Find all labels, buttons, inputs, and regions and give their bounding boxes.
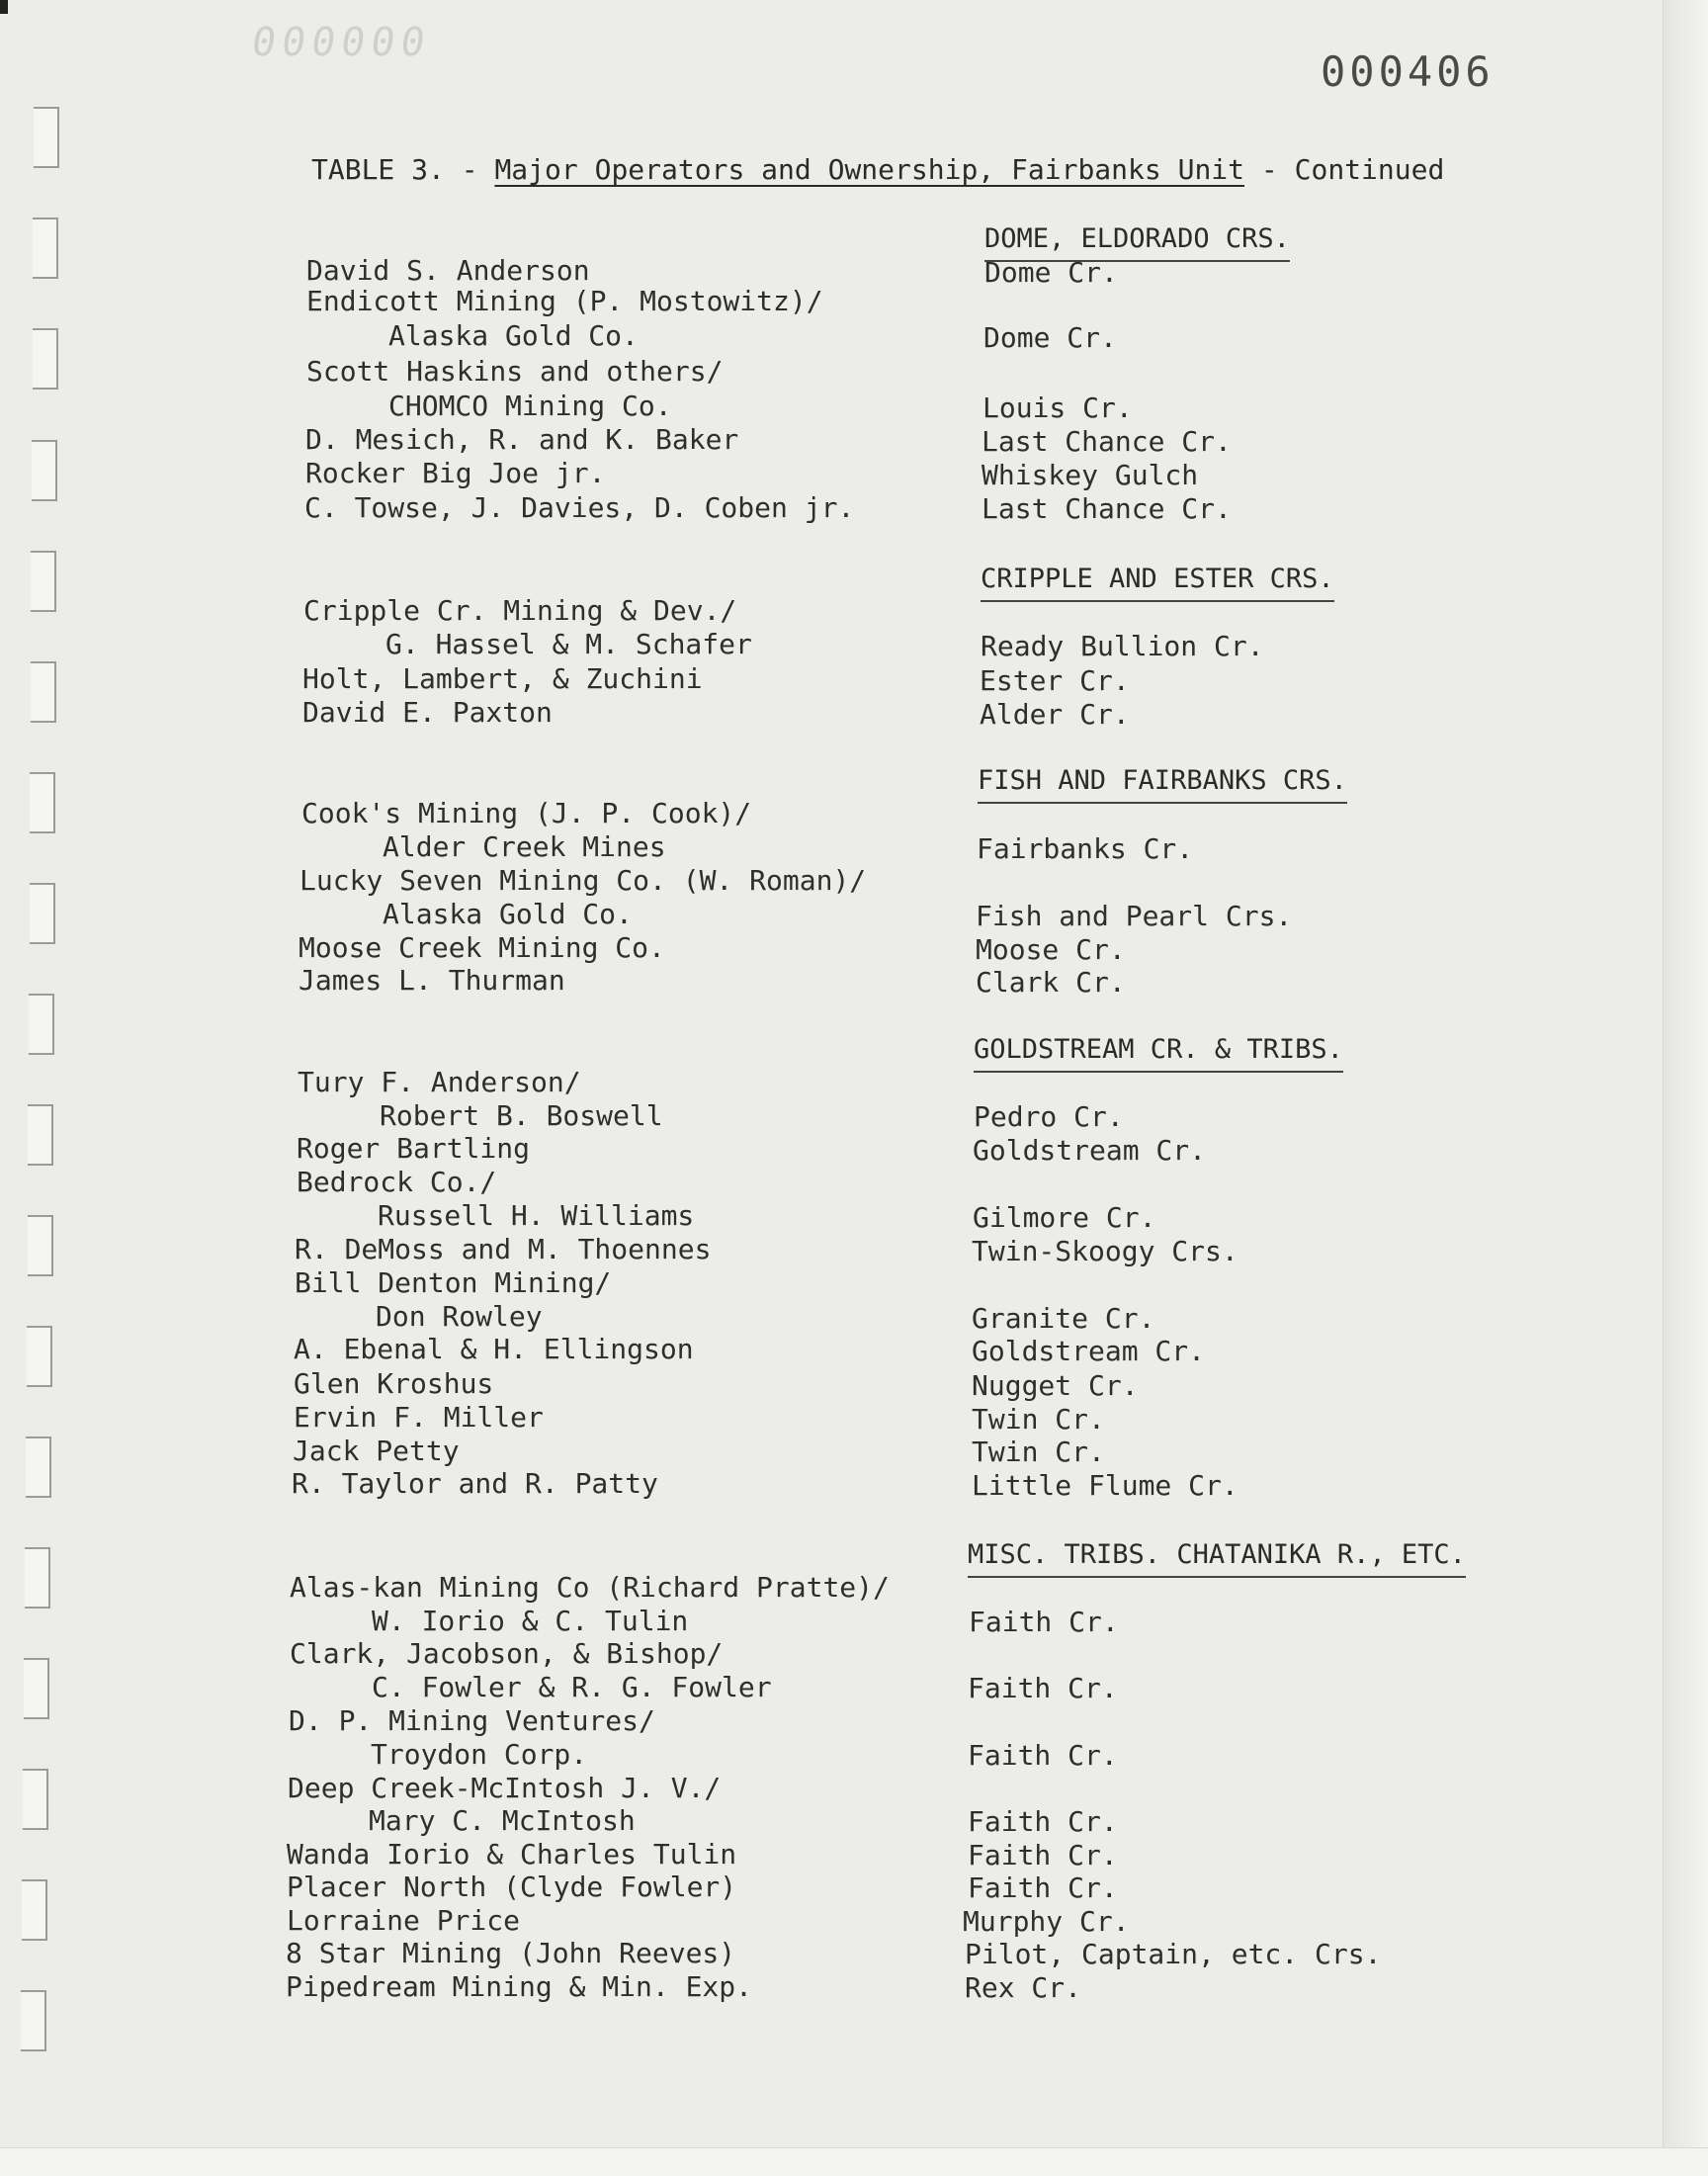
operator-name: Scott Haskins and others/ <box>306 355 724 388</box>
operator-name: Cook's Mining (J. P. Cook)/ <box>301 797 752 829</box>
operator-name: CHOMCO Mining Co. <box>388 390 672 422</box>
location-name: Faith Cr. <box>968 1739 1118 1772</box>
operator-name: David S. Anderson <box>306 254 590 287</box>
corner-mark <box>0 0 8 14</box>
location-name: Twin-Skoogy Crs. <box>972 1235 1238 1267</box>
table-title-main: Major Operators and Ownership, Fairbanks Unit <box>494 153 1245 186</box>
binder-hole <box>31 551 56 612</box>
location-name: Last Chance Cr. <box>982 492 1232 525</box>
binder-hole <box>33 328 58 390</box>
operator-name: A. Ebenal & H. Ellingson <box>294 1333 694 1365</box>
location-name: Murphy Cr. <box>963 1905 1130 1938</box>
operator-name: Endicott Mining (P. Mostowitz)/ <box>306 285 823 317</box>
operator-name: Robert B. Boswell <box>380 1099 663 1132</box>
location-name: Gilmore Cr. <box>973 1201 1156 1234</box>
location-name: Goldstream Cr. <box>972 1335 1206 1367</box>
table-title-prefix: TABLE 3. - <box>311 153 495 186</box>
location-name: Faith Cr. <box>968 1805 1118 1838</box>
location-name: Dome Cr. <box>983 321 1117 354</box>
operator-name: Wanda Iorio & Charles Tulin <box>287 1838 737 1871</box>
location-name: Faith Cr. <box>969 1606 1119 1638</box>
operator-name: Jack Petty <box>293 1435 460 1467</box>
table-title-suffix: - Continued <box>1244 153 1445 186</box>
operator-name: Moose Creek Mining Co. <box>299 931 665 964</box>
operator-name: Don Rowley <box>376 1300 543 1333</box>
location-name: Twin Cr. <box>972 1436 1105 1468</box>
operator-name: Lorraine Price <box>287 1904 521 1937</box>
operator-name: Ervin F. Miller <box>294 1401 544 1434</box>
page-edge-bottom <box>0 2147 1708 2176</box>
location-name: Louis Cr. <box>982 392 1133 424</box>
location-name: Ester Cr. <box>980 664 1130 697</box>
operator-name: Pipedream Mining & Min. Exp. <box>286 1970 753 2003</box>
binder-hole <box>22 1879 47 1941</box>
operator-name: Mary C. McIntosh <box>369 1804 636 1837</box>
binder-hole <box>33 218 58 279</box>
operator-name: Bedrock Co./ <box>297 1166 497 1198</box>
operator-name: Tury F. Anderson/ <box>298 1066 581 1098</box>
operator-name: Roger Bartling <box>297 1132 531 1165</box>
location-name: Last Chance Cr. <box>982 425 1232 458</box>
operator-name: 8 Star Mining (John Reeves) <box>286 1937 736 1969</box>
operator-name: W. Iorio & C. Tulin <box>372 1605 689 1637</box>
binder-hole <box>31 661 56 723</box>
location-name: Faith Cr. <box>968 1871 1118 1904</box>
section-heading: CRIPPLE AND ESTER CRS. <box>981 563 1334 602</box>
section-heading: FISH AND FAIRBANKS CRS. <box>978 764 1347 804</box>
table-title <box>311 153 1444 186</box>
operator-name: Rocker Big Joe jr. <box>305 457 606 489</box>
binder-hole <box>29 994 54 1055</box>
operator-name: James L. Thurman <box>299 964 565 997</box>
operator-name: Glen Kroshus <box>294 1367 494 1400</box>
binder-hole <box>25 1547 50 1609</box>
operator-name: D. P. Mining Ventures/ <box>289 1704 655 1737</box>
binder-hole <box>26 1436 51 1498</box>
operator-name: Lucky Seven Mining Co. (W. Roman)/ <box>299 864 867 897</box>
binder-hole <box>27 1326 52 1387</box>
operator-name: Alaska Gold Co. <box>388 319 639 352</box>
location-name: Goldstream Cr. <box>973 1134 1207 1167</box>
operator-name: C. Towse, J. Davies, D. Coben jr. <box>304 491 855 524</box>
operator-name: Alas-kan Mining Co (Richard Pratte)/ <box>290 1571 890 1604</box>
operator-name: D. Mesich, R. and K. Baker <box>305 423 739 456</box>
location-name: Twin Cr. <box>972 1403 1105 1436</box>
ghost-stamp: 000000 <box>248 20 434 65</box>
location-name: Whiskey Gulch <box>982 459 1199 491</box>
location-name: Dome Cr. <box>984 256 1118 289</box>
location-name: Pilot, Captain, etc. Crs. <box>965 1938 1382 1970</box>
location-name: Faith Cr. <box>968 1839 1118 1871</box>
binder-hole <box>34 107 59 168</box>
operator-name: David E. Paxton <box>302 696 553 729</box>
binder-hole <box>23 1769 48 1830</box>
binder-hole <box>30 772 55 833</box>
operator-name: Clark, Jacobson, & Bishop/ <box>290 1637 724 1670</box>
page-number: 000406 <box>1321 47 1494 96</box>
binder-hole <box>28 1104 53 1166</box>
location-name: Little Flume Cr. <box>972 1469 1238 1502</box>
operator-name: Alaska Gold Co. <box>383 898 633 930</box>
section-heading: DOME, ELDORADO CRS. <box>984 222 1290 262</box>
operator-name: C. Fowler & R. G. Fowler <box>372 1671 772 1703</box>
operator-name: Holt, Lambert, & Zuchini <box>302 662 703 695</box>
operator-name: Troydon Corp. <box>371 1738 588 1771</box>
location-name: Moose Cr. <box>976 933 1126 966</box>
location-name: Ready Bullion Cr. <box>981 630 1264 662</box>
operator-name: Bill Denton Mining/ <box>295 1266 612 1299</box>
operator-name: R. DeMoss and M. Thoennes <box>295 1233 712 1265</box>
section-heading: GOLDSTREAM CR. & TRIBS. <box>974 1033 1343 1073</box>
binder-hole <box>28 1215 53 1276</box>
location-name: Alder Cr. <box>980 698 1130 731</box>
operator-name: R. Taylor and R. Patty <box>292 1467 658 1500</box>
operator-name: Russell H. Williams <box>378 1199 695 1232</box>
location-name: Nugget Cr. <box>972 1369 1139 1402</box>
operator-name: Cripple Cr. Mining & Dev./ <box>303 594 737 627</box>
location-name: Fish and Pearl Crs. <box>976 900 1293 932</box>
operator-name: Placer North (Clyde Fowler) <box>287 1871 737 1903</box>
location-name: Rex Cr. <box>965 1971 1082 2004</box>
location-name: Fairbanks Cr. <box>977 832 1194 865</box>
page-edge-right <box>1663 0 1708 2175</box>
binder-hole <box>24 1658 49 1719</box>
binder-hole <box>21 1990 46 2051</box>
operator-name: Alder Creek Mines <box>383 830 666 863</box>
binder-hole <box>30 883 55 944</box>
location-name: Granite Cr. <box>972 1302 1155 1335</box>
location-name: Faith Cr. <box>968 1672 1118 1704</box>
operator-name: Deep Creek-McIntosh J. V./ <box>288 1772 722 1804</box>
section-heading: MISC. TRIBS. CHATANIKA R., ETC. <box>968 1538 1466 1578</box>
location-name: Pedro Cr. <box>974 1100 1124 1133</box>
binder-hole <box>32 440 57 501</box>
operator-name: G. Hassel & M. Schafer <box>385 628 752 660</box>
location-name: Clark Cr. <box>976 966 1126 999</box>
